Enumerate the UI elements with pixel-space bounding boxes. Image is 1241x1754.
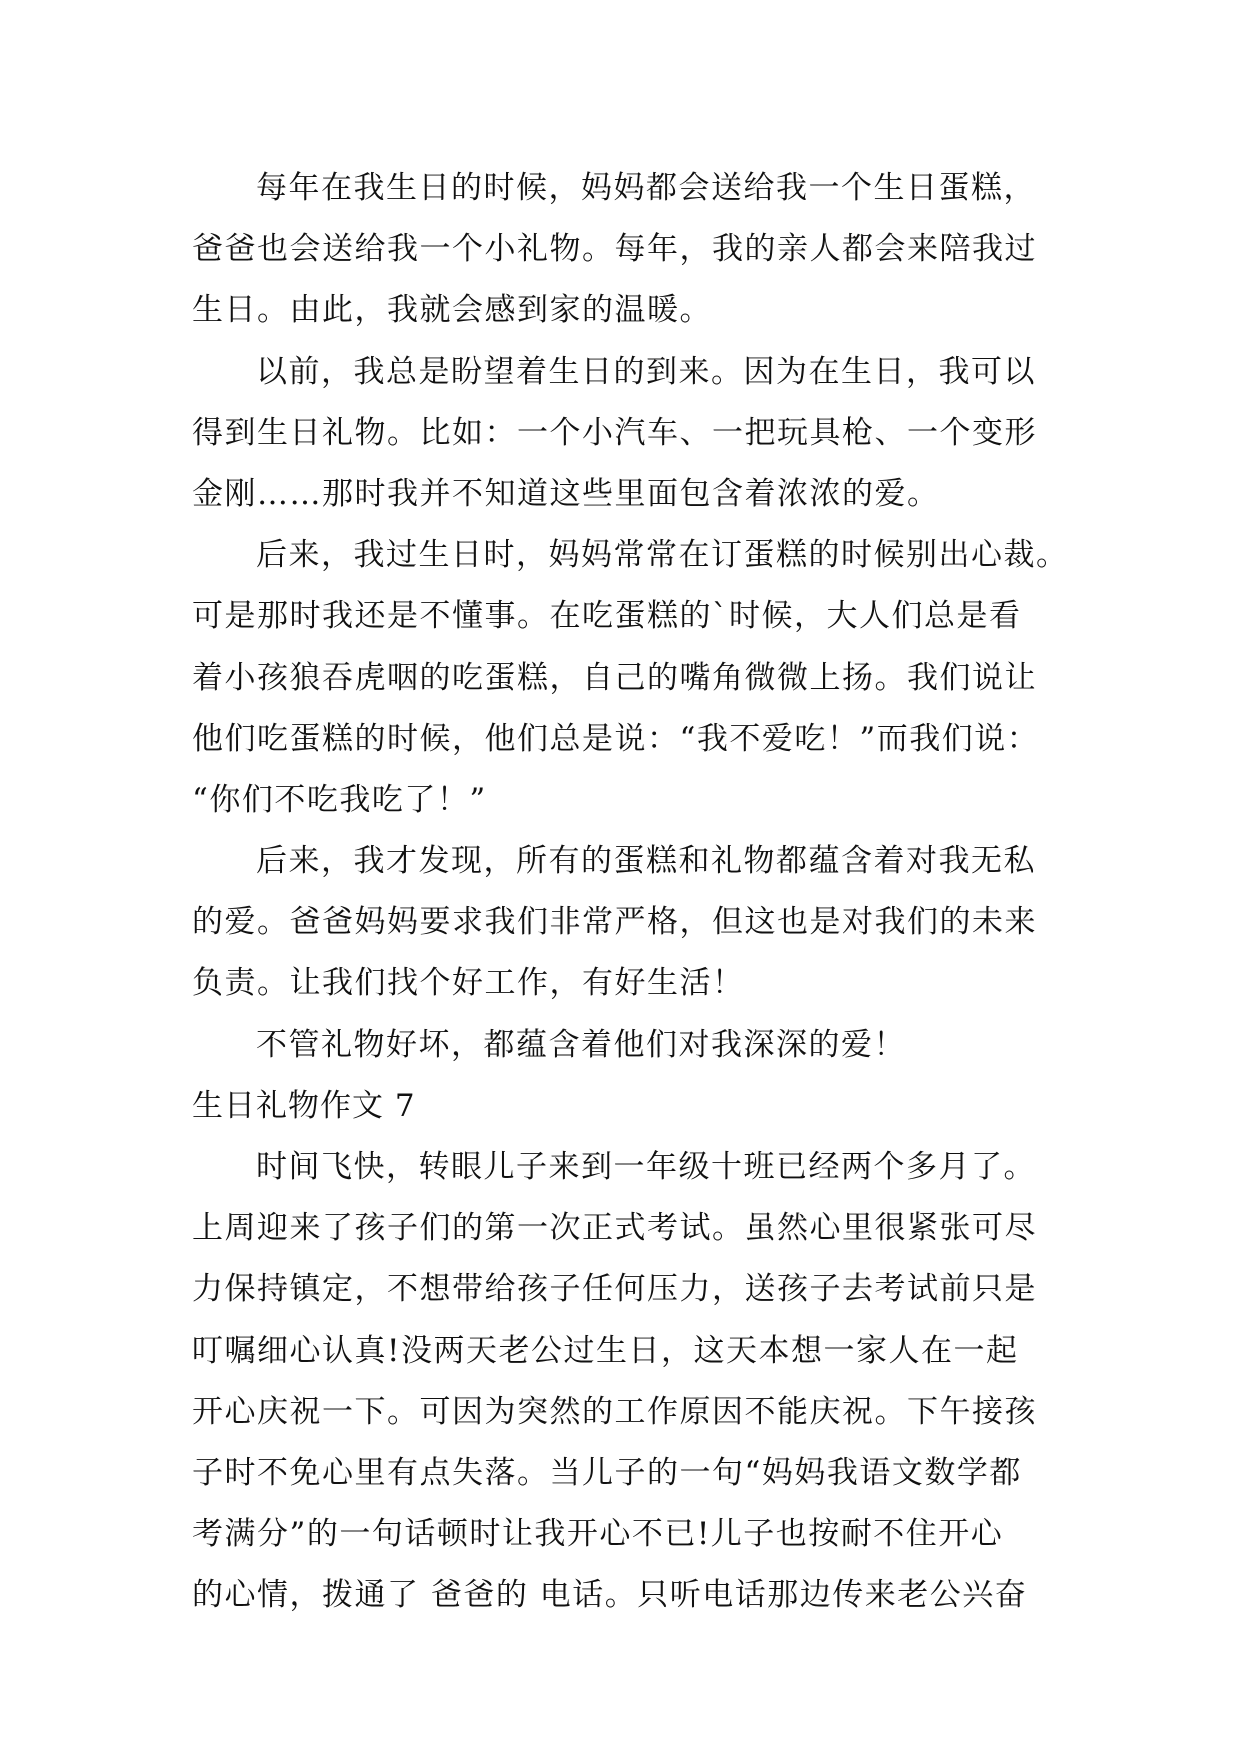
paragraph-line: 负责。让我们找个好工作，有好生活！ bbox=[192, 965, 745, 1002]
section-heading: 生日礼物作文 7 bbox=[192, 1087, 416, 1124]
paragraph-line: 爸爸也会送给我一个小礼物。每年，我的亲人都会来陪我过 bbox=[192, 231, 1037, 268]
paragraph-line: 考满分”的一句话顿时让我开心不已!儿子也按耐不住开心 bbox=[192, 1516, 1004, 1553]
paragraph-line: 金刚……那时我并不知道这些里面包含着浓浓的爱。 bbox=[192, 475, 940, 512]
paragraph-line: “你们不吃我吃了！” bbox=[192, 781, 487, 818]
paragraph-line: 得到生日礼物。比如：一个小汽车、一把玩具枪、一个变形 bbox=[192, 414, 1037, 451]
paragraph-line: 生日。由此，我就会感到家的温暖。 bbox=[192, 292, 712, 329]
paragraph-line: 的爱。爸爸妈妈要求我们非常严格，但这也是对我们的未来 bbox=[192, 904, 1037, 941]
paragraph-line: 后来，我过生日时，妈妈常常在订蛋糕的时候别出心裁。 bbox=[256, 537, 1069, 574]
paragraph-line: 的心情，拨通了 爸爸的 电话。只听电话那边传来老公兴奋 bbox=[192, 1577, 1028, 1614]
paragraph-line: 开心庆祝一下。可因为突然的工作原因不能庆祝。下午接孩 bbox=[192, 1393, 1037, 1430]
paragraph-line: 叮嘱细心认真!没两天老公过生日，这天本想一家人在一起 bbox=[192, 1332, 1019, 1369]
paragraph-line: 不管礼物好坏，都蕴含着他们对我深深的爱！ bbox=[256, 1026, 906, 1063]
paragraph-line: 后来，我才发现，所有的蛋糕和礼物都蕴含着对我无私 bbox=[256, 843, 1036, 880]
paragraph-line: 可是那时我还是不懂事。在吃蛋糕的`时候，大人们总是看 bbox=[192, 598, 1022, 635]
paragraph-line: 着小孩狼吞虎咽的吃蛋糕，自己的嘴角微微上扬。我们说让 bbox=[192, 659, 1037, 696]
paragraph-line: 时间飞快，转眼儿子来到一年级十班已经两个多月了。 bbox=[256, 1149, 1036, 1185]
paragraph-line: 力保持镇定，不想带给孩子任何压力，送孩子去考试前只是 bbox=[192, 1271, 1037, 1308]
paragraph-line: 他们吃蛋糕的时候，他们总是说：“我不爱吃！”而我们说： bbox=[192, 720, 1040, 757]
document-body bbox=[192, 158, 1069, 1627]
paragraph-line: 每年在我生日的时候，妈妈都会送给我一个生日蛋糕， bbox=[256, 170, 1036, 206]
paragraph-line: 子时不免心里有点失落。当儿子的一句“妈妈我语文数学都 bbox=[192, 1454, 1022, 1491]
paragraph-line: 以前，我总是盼望着生日的到来。因为在生日，我可以 bbox=[256, 353, 1036, 390]
paragraph-line: 上周迎来了孩子们的第一次正式考试。虽然心里很紧张可尽 bbox=[192, 1210, 1037, 1247]
